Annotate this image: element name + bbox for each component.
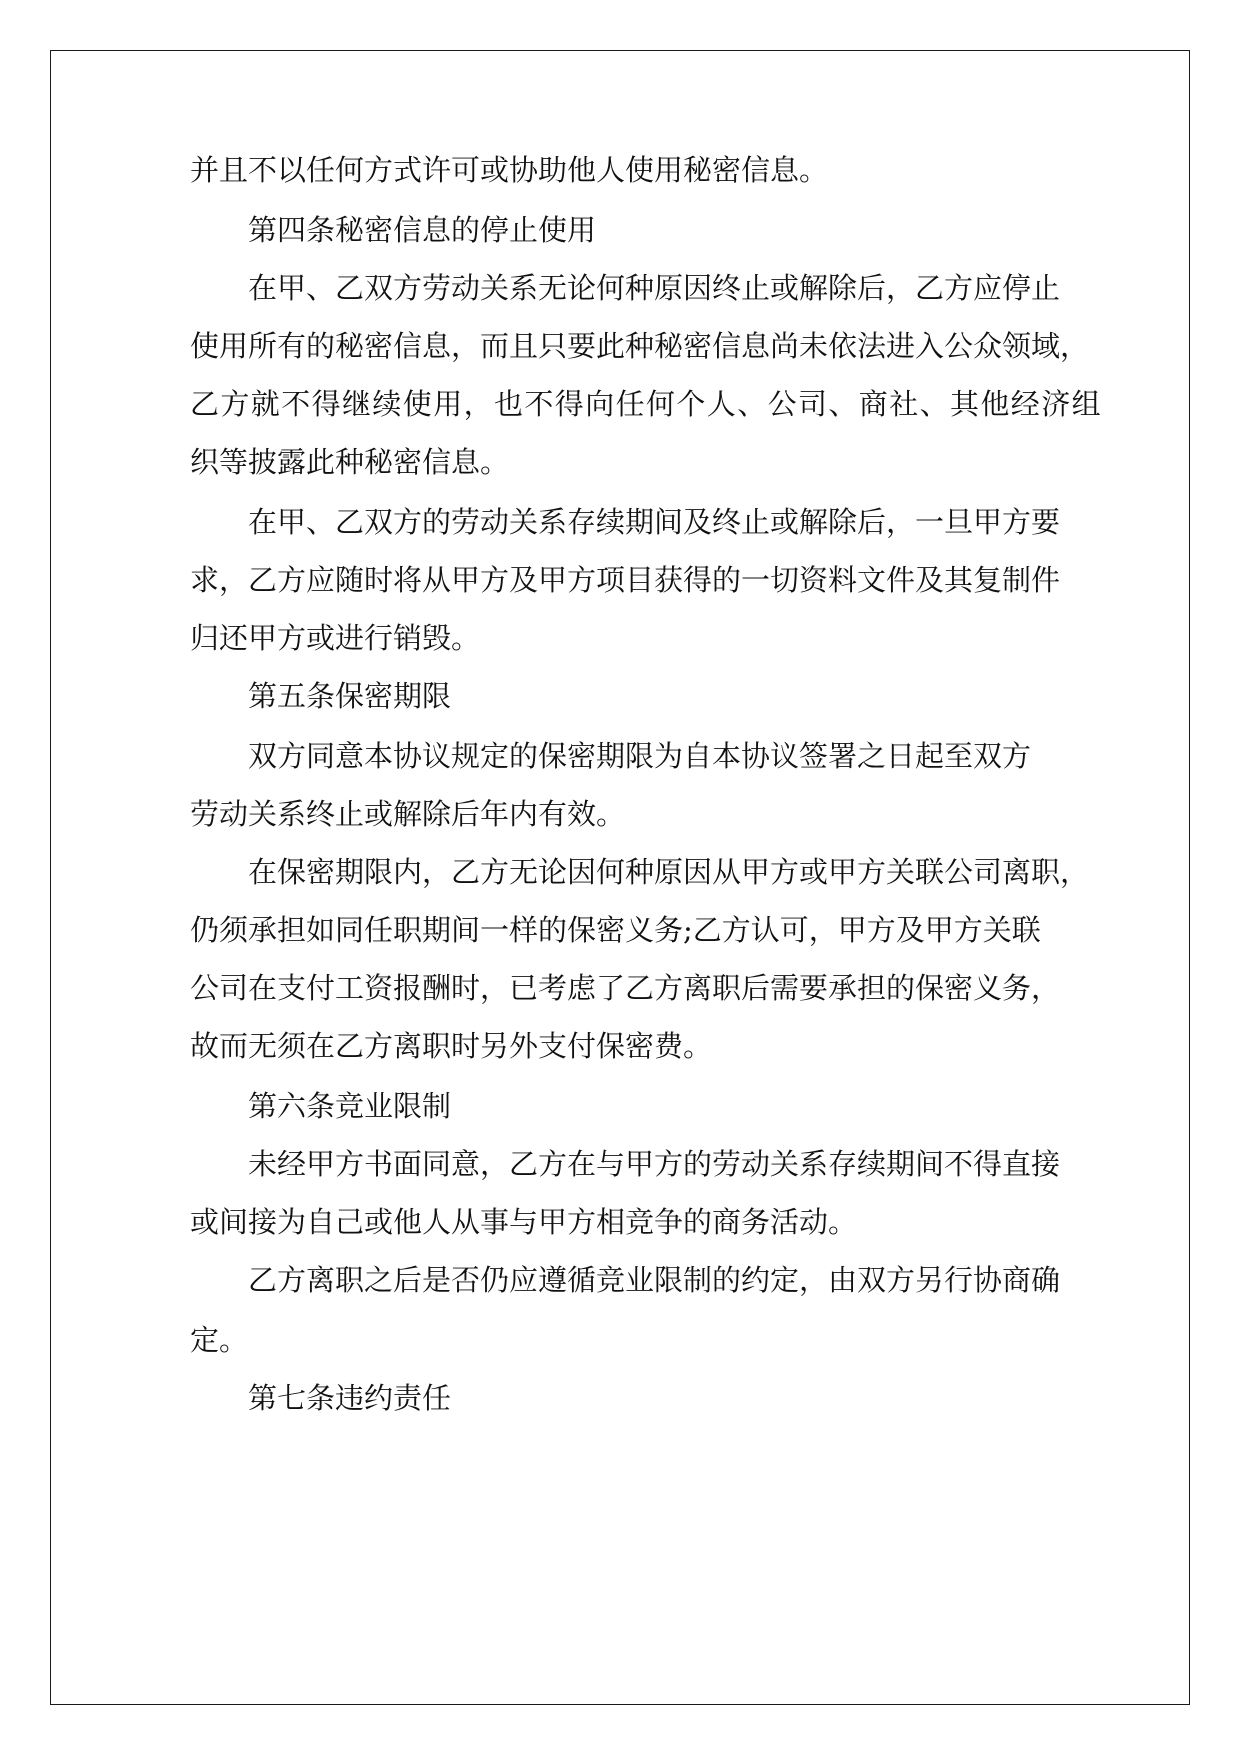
text-line: 双方同意本协议规定的保密期限为自本协议签署之日起至双方 xyxy=(248,739,1032,773)
text-line: 在保密期限内，乙方无论因何种原因从甲方或甲方关联公司离职， xyxy=(248,855,1090,889)
text-line: 乙方就不得继续使用，也不得向任何个人、公司、商社、其他经济组 xyxy=(190,387,1103,421)
section-heading: 第五条保密期限 xyxy=(248,679,452,713)
text-line: 仍须承担如同任职期间一样的保密义务;乙方认可，甲方及甲方关联 xyxy=(190,913,1041,947)
section-heading: 第六条竞业限制 xyxy=(248,1089,452,1123)
text-line: 乙方离职之后是否仍应遵循竞业限制的约定，由双方另行协商确 xyxy=(248,1263,1061,1297)
text-line: 织等披露此种秘密信息。 xyxy=(190,445,510,479)
text-line: 定。 xyxy=(190,1323,249,1357)
text-line: 未经甲方书面同意，乙方在与甲方的劳动关系存续期间不得直接 xyxy=(248,1147,1061,1181)
text-line: 公司在支付工资报酬时，已考虑了乙方离职后需要承担的保密义务， xyxy=(190,971,1061,1005)
text-line: 求，乙方应随时将从甲方及甲方项目获得的一切资料文件及其复制件 xyxy=(190,563,1061,597)
section-heading: 第七条违约责任 xyxy=(248,1381,452,1415)
text-line: 故而无须在乙方离职时另外支付保密费。 xyxy=(190,1029,713,1063)
text-line: 并且不以任何方式许可或协助他人使用秘密信息。 xyxy=(190,153,829,187)
text-line: 劳动关系终止或解除后年内有效。 xyxy=(190,797,626,831)
text-line: 或间接为自己或他人从事与甲方相竞争的商务活动。 xyxy=(190,1205,858,1239)
text-line: 归还甲方或进行销毁。 xyxy=(190,621,481,655)
text-line: 在甲、乙双方的劳动关系存续期间及终止或解除后，一旦甲方要 xyxy=(248,505,1061,539)
text-line: 使用所有的秘密信息，而且只要此种秘密信息尚未依法进入公众领域， xyxy=(190,329,1090,363)
text-line: 在甲、乙双方劳动关系无论何种原因终止或解除后，乙方应停止 xyxy=(248,271,1061,305)
section-heading: 第四条秘密信息的停止使用 xyxy=(248,213,597,247)
